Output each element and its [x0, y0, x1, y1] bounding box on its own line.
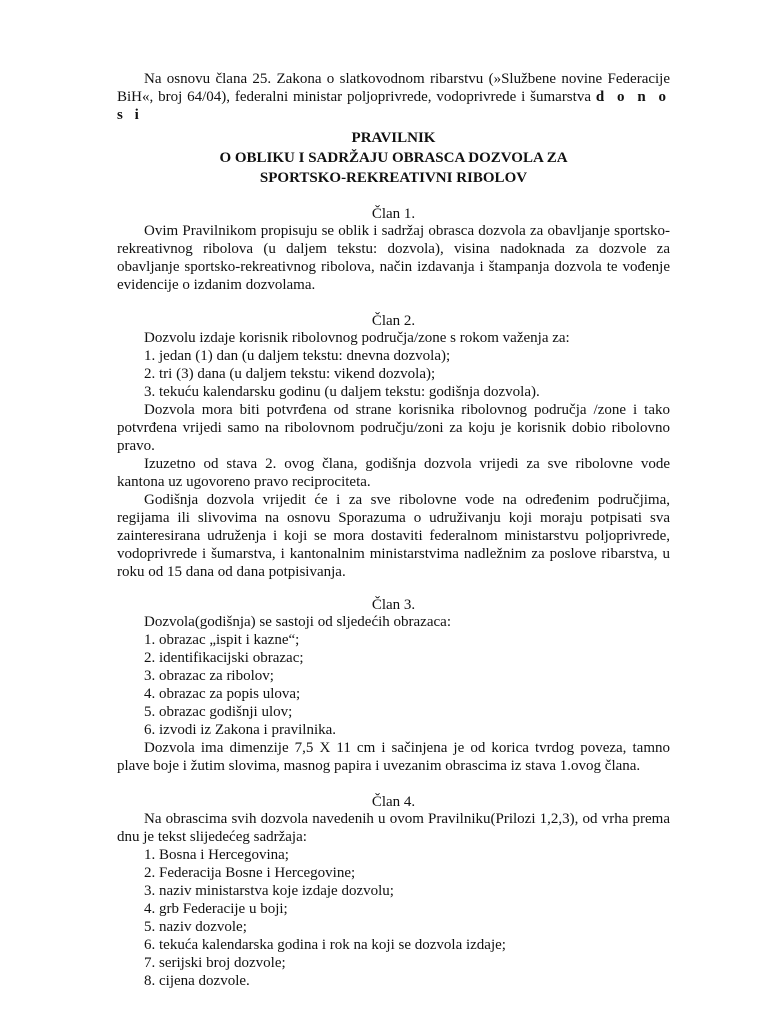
clan-4-item: 4. grb Federacije u boji;	[144, 901, 288, 917]
clan-2-item: 3. tekuću kalendarsku godinu (u daljem tekstu: godišnja dozvola).	[144, 384, 540, 400]
clan-2-heading: Član 2.	[371, 313, 416, 329]
clan-4-heading: Član 4.	[371, 794, 416, 810]
clan-4-item: 3. naziv ministarstva koje izdaje dozvolu;	[144, 883, 394, 899]
title-line-2: O OBLIKU I SADRŽAJU OBRASCA DOZVOLA ZA	[219, 150, 568, 166]
clan-2-item: 2. tri (3) dana (u daljem tekstu: vikend dozvola);	[144, 366, 436, 382]
intro-text: Na osnovu člana 25. Zakona o slatkovodnom ribarstvu (»Službene novine Federacije BiH«, broj 64/04), federalni ministar poljoprivrede, vodoprivrede i šumarstva	[117, 71, 670, 105]
clan-4-item: 1. Bosna i Hercegovina;	[144, 847, 289, 863]
clan-4-lead: Na obrascima svih dozvola navedenih u ovom Pravilniku(Prilozi 1,2,3), od vrha prema dnu je tekst slijedećeg sadržaja:	[117, 811, 670, 845]
clan-3-item: 6. izvodi iz Zakona i pravilnika.	[144, 722, 337, 738]
clan-4-item: 2. Federacija Bosne i Hercegovine;	[144, 865, 356, 881]
clan-2-paragraph-2: Dozvola mora biti potvrđena od strane korisnika ribolovnog područja /zone i tako potvrđena vrijedi samo na ribolovnom području/zoni za koju je korisnik dobio ribolovno pravo.	[117, 402, 670, 454]
clan-3-heading: Član 3.	[371, 597, 416, 613]
clan-3-item: 4. obrazac za popis ulova;	[144, 686, 301, 702]
clan-1-heading: Član 1.	[371, 206, 416, 222]
clan-2-paragraph-4: Godišnja dozvola vrijedit će i za sve ribolovne vode na određenim područjima, regijama ili slivovima na osnovu Sporazuma o udruživanju koji moraju potpisati sva zainteresirana udruženja i koji se mora dostaviti federalnom ministarstvu poljoprivrede, vodoprivrede i šumarstva, i kantonalnim ministarstvima nadležnim za poslove ribarstva, u roku od 15 dana od dana potpisivanja.	[117, 492, 670, 580]
clan-2-lead: Dozvolu izdaje korisnik ribolovnog područja/zone s rokom važenja za:	[144, 330, 570, 346]
clan-4-item: 6. tekuća kalendarska godina i rok na koji se dozvola izdaje;	[144, 937, 506, 953]
clan-3-item: 1. obrazac „ispit i kazne“;	[144, 632, 300, 648]
clan-4-item: 8. cijena dozvole.	[144, 973, 250, 989]
clan-4-item: 5. naziv dozvole;	[144, 919, 247, 935]
clan-3-item: 2. identifikacijski obrazac;	[144, 650, 304, 666]
clan-3-lead: Dozvola(godišnja) se sastoji od sljedećih obrazaca:	[144, 614, 451, 630]
title-line-1: PRAVILNIK	[351, 130, 436, 146]
title-line-3: SPORTSKO-REKREATIVNI RIBOLOV	[259, 170, 528, 186]
intro-paragraph	[117, 70, 670, 124]
clan-4-item: 7. serijski broj dozvole;	[144, 955, 286, 971]
clan-3-item: 5. obrazac godišnji ulov;	[144, 704, 293, 720]
clan-3-item: 3. obrazac za ribolov;	[144, 668, 274, 684]
clan-1-paragraph: Ovim Pravilnikom propisuju se oblik i sadržaj obrasca dozvola za obavljanje sportsko-rekreativnog ribolova (u daljem tekstu: dozvola), visina nadoknada za dozvole za obavljanje sportsko-rekreativnog ribolova, način izdavanja i štampanja dozvola te vođenje evidencije o izdanim dozvolama.	[117, 223, 670, 293]
intro-donosi: d o n o s i	[117, 89, 670, 123]
clan-3-paragraph-2: Dozvola ima dimenzije 7,5 X 11 cm i sačinjena je od korica tvrdog poveza, tamno plave boje i žutim slovima, masnog papira i uvezanim obrascima iz stava 1.ovog člana.	[117, 740, 670, 774]
clan-2-paragraph-3: Izuzetno od stava 2. ovog člana, godišnja dozvola vrijedi za sve ribolovne vode kantona uz ugovoreno pravo reciprociteta.	[117, 456, 670, 490]
clan-2-item: 1. jedan (1) dan (u daljem tekstu: dnevna dozvola);	[144, 348, 451, 364]
